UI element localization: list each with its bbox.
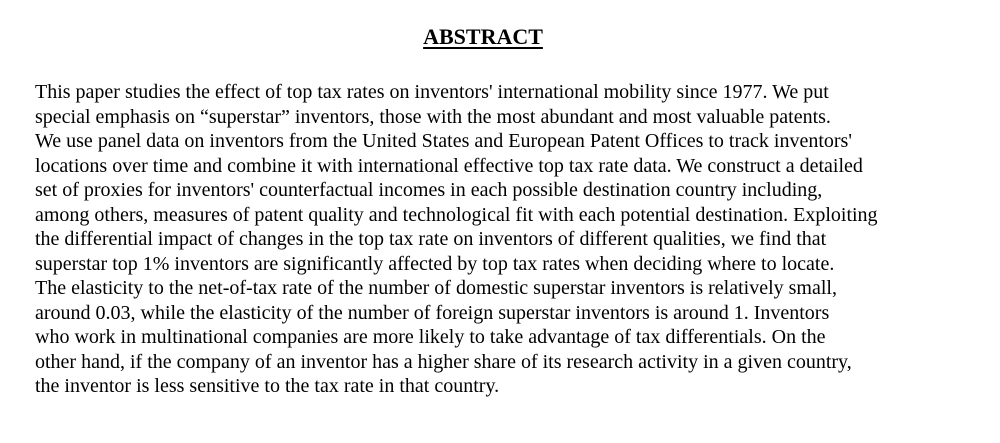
abstract-line: superstar top 1% inventors are significantly affected by top tax rates when deciding where to locate. <box>35 252 835 275</box>
abstract-line: This paper studies the effect of top tax rates on inventors' international mobility since 1977. We put <box>35 81 829 103</box>
abstract-line: the inventor is less sensitive to the tax rate in that country. <box>35 375 500 397</box>
abstract-line: set of proxies for inventors' counterfactual incomes in each possible destination country including, <box>35 179 823 201</box>
abstract-line: The elasticity to the net-of-tax rate of the number of domestic superstar inventors is relatively small, <box>35 277 837 299</box>
abstract-line: who work in multinational companies are more likely to take advantage of tax differentials. On the <box>35 326 826 348</box>
abstract-line: special emphasis on “superstar” inventors, those with the most abundant and most valuable patents. <box>35 105 831 128</box>
abstract-line: around 0.03, while the elasticity of the number of foreign superstar inventors is around 1. Inventors <box>35 301 830 324</box>
abstract-line: the differential impact of changes in the top tax rate on inventors of different qualities, we find that <box>35 228 827 250</box>
abstract-line: among others, measures of patent quality and technological fit with each potential destination. Exploiting <box>35 203 878 226</box>
abstract-paragraph <box>35 80 965 399</box>
abstract-heading: ABSTRACT <box>423 24 543 49</box>
abstract-line: locations over time and combine it with international effective top tax rate data. We construct a detailed <box>35 154 863 177</box>
abstract-line: other hand, if the company of an inventor has a higher share of its research activity in a given country, <box>35 350 852 373</box>
abstract-line: We use panel data on inventors from the United States and European Patent Offices to track inventors' <box>35 130 852 152</box>
